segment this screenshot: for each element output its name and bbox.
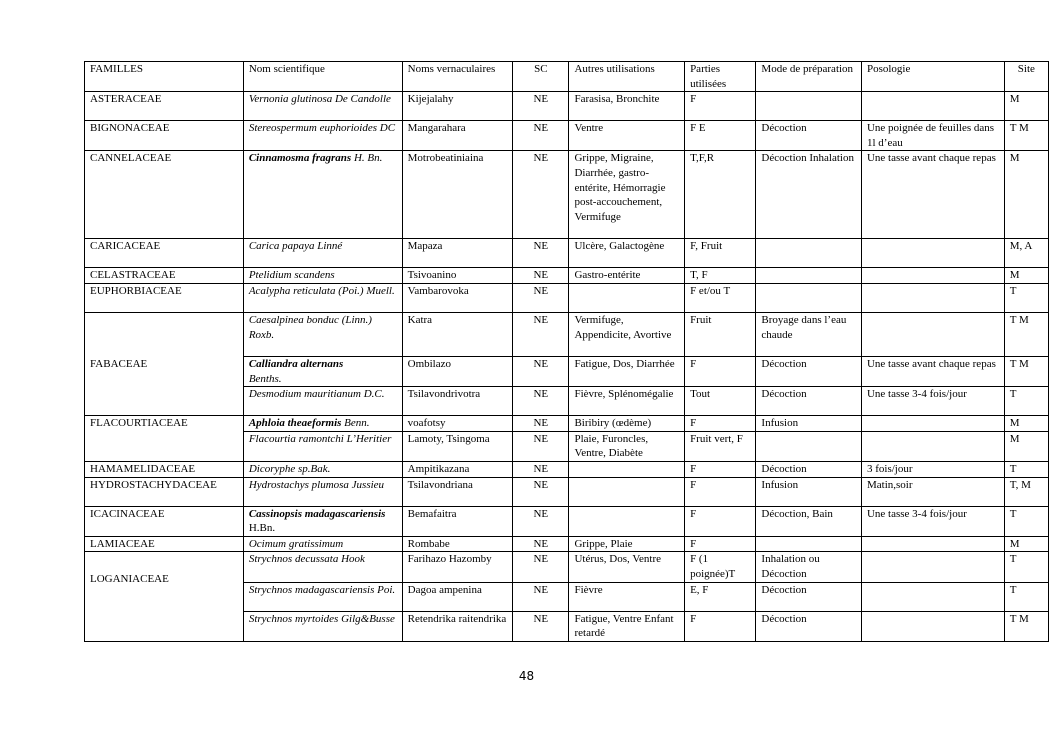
table-row — [85, 283, 1049, 312]
sc-cell: NE — [513, 151, 569, 239]
sc-cell: NE — [513, 506, 569, 536]
header-famille: FAMILLES — [85, 62, 244, 92]
scientific-name-cell: Ptelidium scandens — [243, 268, 402, 284]
other-uses-cell: Grippe, Migraine, Diarrhée, gastro-entérite, Hémorragie post-accouchement, Vermifuge — [569, 151, 685, 239]
posology-cell: Une tasse avant chaque repas — [861, 356, 1004, 386]
other-uses-cell: Ulcère, Galactogène — [569, 239, 685, 268]
vernacular-name-cell: Ampitikazana — [402, 461, 513, 477]
preparation-cell — [756, 283, 862, 312]
site-cell: M — [1004, 536, 1048, 552]
header-nom-scientifique: Nom scientifique — [243, 62, 402, 92]
scientific-name-cell — [243, 416, 402, 432]
vernacular-name-cell: Lamoty, Tsingoma — [402, 431, 513, 461]
preparation-cell — [756, 239, 862, 268]
sc-cell: NE — [513, 582, 569, 611]
vernacular-name-cell: Farihazo Hazomby — [402, 552, 513, 582]
sc-cell: NE — [513, 536, 569, 552]
site-cell: M — [1004, 92, 1048, 121]
table-row — [85, 92, 1049, 121]
scientific-name-cell: Vernonia glutinosa De Candolle — [243, 92, 402, 121]
preparation-cell — [756, 431, 862, 461]
vernacular-name-cell: Retendrika raitendrika — [402, 611, 513, 641]
scientific-name-cell: Caesalpinea bonduc (Linn.) Roxb. — [243, 312, 402, 356]
sc-cell: NE — [513, 461, 569, 477]
site-cell: M — [1004, 151, 1048, 239]
preparation-cell: Infusion — [756, 416, 862, 432]
vernacular-name-cell: Tsilavondrivotra — [402, 387, 513, 416]
posology-cell — [861, 268, 1004, 284]
other-uses-cell: Plaie, Furoncles, Ventre, Diabète — [569, 431, 685, 461]
scientific-name-cell: Strychnos myrtoides Gilg&Busse — [243, 611, 402, 641]
header-mode-preparation: Mode de préparation — [756, 62, 862, 92]
preparation-cell: Décoction — [756, 582, 862, 611]
species-name: Aphloia theaeformis — [248, 417, 342, 430]
preparation-cell: Décoction — [756, 461, 862, 477]
sc-cell: NE — [513, 312, 569, 356]
preparation-cell: Décoction — [756, 387, 862, 416]
other-uses-cell: Gastro-entérite — [569, 268, 685, 284]
sc-cell: NE — [513, 268, 569, 284]
parts-used-cell: F — [685, 416, 756, 432]
other-uses-cell: Biribiry (œdème) — [569, 416, 685, 432]
famille-cell: ICACINACEAE — [85, 506, 244, 536]
sc-cell: NE — [513, 387, 569, 416]
sc-cell: NE — [513, 477, 569, 506]
header-parties-utilisees: Parties utilisées — [685, 62, 756, 92]
preparation-cell: Décoction — [756, 611, 862, 641]
preparation-cell — [756, 92, 862, 121]
parts-used-cell: F — [685, 506, 756, 536]
header-site: Site — [1004, 62, 1048, 92]
scientific-name-cell: Stereospermum euphorioides DC — [243, 121, 402, 151]
other-uses-cell — [569, 506, 685, 536]
parts-used-cell: T, F — [685, 268, 756, 284]
page-number: 48 — [518, 669, 535, 683]
scientific-name-cell — [243, 356, 402, 386]
other-uses-cell: Fatigue, Dos, Diarrhée — [569, 356, 685, 386]
preparation-cell: Décoction, Bain — [756, 506, 862, 536]
vernacular-name-cell: Mapaza — [402, 239, 513, 268]
species-author: H.Bn. — [248, 522, 276, 535]
sc-cell: NE — [513, 92, 569, 121]
sc-cell: NE — [513, 416, 569, 432]
vernacular-name-cell: Kijejalahy — [402, 92, 513, 121]
famille-cell: CELASTRACEAE — [85, 268, 244, 284]
sc-cell: NE — [513, 239, 569, 268]
vernacular-name-cell: voafotsy — [402, 416, 513, 432]
scientific-name-cell: Desmodium mauritianum D.C. — [243, 387, 402, 416]
site-cell: M — [1004, 431, 1048, 461]
vernacular-name-cell: Rombabe — [402, 536, 513, 552]
plant-table — [84, 61, 1049, 642]
posology-cell — [861, 582, 1004, 611]
sc-cell: NE — [513, 431, 569, 461]
header-noms-vernaculaires: Noms vernaculaires — [402, 62, 513, 92]
posology-cell: 3 fois/jour — [861, 461, 1004, 477]
table-row — [85, 506, 1049, 536]
table-row — [85, 121, 1049, 151]
posology-cell — [861, 312, 1004, 356]
site-cell: M — [1004, 416, 1048, 432]
parts-used-cell: F — [685, 461, 756, 477]
famille-cell: EUPHORBIACEAE — [85, 283, 244, 312]
other-uses-cell: Grippe, Plaie — [569, 536, 685, 552]
sc-cell: NE — [513, 552, 569, 582]
parts-used-cell: F — [685, 611, 756, 641]
parts-used-cell: F E — [685, 121, 756, 151]
sc-cell: NE — [513, 356, 569, 386]
famille-cell: HYDROSTACHYDACEAE — [85, 477, 244, 506]
scientific-name-cell — [243, 506, 402, 536]
scientific-name-cell: Acalypha reticulata (Poi.) Muell. — [243, 283, 402, 312]
site-cell: T M — [1004, 356, 1048, 386]
posology-cell — [861, 611, 1004, 641]
site-cell: T — [1004, 506, 1048, 536]
site-cell: T — [1004, 283, 1048, 312]
site-cell: T — [1004, 552, 1048, 582]
scientific-name-cell: Carica papaya Linné — [243, 239, 402, 268]
other-uses-cell: Farasisa, Bronchite — [569, 92, 685, 121]
table-row — [85, 416, 1049, 432]
species-name: Calliandra alternans — [248, 357, 344, 370]
scientific-name-cell: Ocimum gratissimum — [243, 536, 402, 552]
parts-used-cell: F — [685, 92, 756, 121]
famille-cell: CARICACEAE — [85, 239, 244, 268]
famille-cell: LAMIACEAE — [85, 536, 244, 552]
posology-cell: Une tasse avant chaque repas — [861, 151, 1004, 239]
header-posologie: Posologie — [861, 62, 1004, 92]
posology-cell — [861, 552, 1004, 582]
famille-cell: LOGANIACEAE — [85, 552, 244, 641]
sc-cell: NE — [513, 611, 569, 641]
table-row — [85, 239, 1049, 268]
scientific-name-cell: Strychnos decussata Hook — [243, 552, 402, 582]
preparation-cell: Broyage dans l’eau chaude — [756, 312, 862, 356]
header-autres-utilisations: Autres utilisations — [569, 62, 685, 92]
species-author: Benn. — [344, 417, 370, 430]
species-name: Cassinopsis madagascariensis — [248, 507, 386, 520]
site-cell: T — [1004, 582, 1048, 611]
table-header-row — [85, 62, 1049, 92]
parts-used-cell: F (1 poignée)T — [685, 552, 756, 582]
table-row — [85, 268, 1049, 284]
scientific-name-cell: Strychnos madagascariensis Poi. — [243, 582, 402, 611]
famille-cell: CANNELACEAE — [85, 151, 244, 239]
site-cell: M — [1004, 268, 1048, 284]
header-sc: SC — [513, 62, 569, 92]
site-cell: T, M — [1004, 477, 1048, 506]
preparation-cell — [756, 268, 862, 284]
other-uses-cell: Fatigue, Ventre Enfant retardé — [569, 611, 685, 641]
posology-cell — [861, 239, 1004, 268]
parts-used-cell: F — [685, 477, 756, 506]
preparation-cell: Décoction Inhalation — [756, 151, 862, 239]
preparation-cell: Infusion — [756, 477, 862, 506]
vernacular-name-cell: Tsilavondriana — [402, 477, 513, 506]
scientific-name-cell: Dicoryphe sp.Bak. — [243, 461, 402, 477]
parts-used-cell: Fruit vert, F — [685, 431, 756, 461]
preparation-cell: Décoction — [756, 121, 862, 151]
site-cell: M, A — [1004, 239, 1048, 268]
other-uses-cell — [569, 461, 685, 477]
vernacular-name-cell: Tsivoanino — [402, 268, 513, 284]
site-cell: T — [1004, 387, 1048, 416]
preparation-cell: Inhalation ou Décoction — [756, 552, 862, 582]
scientific-name-cell — [243, 151, 402, 239]
parts-used-cell: Fruit — [685, 312, 756, 356]
famille-cell: HAMAMELIDACEAE — [85, 461, 244, 477]
species-author: Benths. — [248, 372, 282, 385]
famille-cell: BIGNONACEAE — [85, 121, 244, 151]
vernacular-name-cell: Dagoa ampenina — [402, 582, 513, 611]
sc-cell: NE — [513, 283, 569, 312]
scientific-name-cell: Flacourtia ramontchi L’Heritier — [243, 431, 402, 461]
parts-used-cell: E, F — [685, 582, 756, 611]
table-row — [85, 477, 1049, 506]
species-author: H. Bn. — [353, 152, 383, 165]
other-uses-cell — [569, 477, 685, 506]
table-row — [85, 536, 1049, 552]
famille-cell: ASTERACEAE — [85, 92, 244, 121]
parts-used-cell: F et/ou T — [685, 283, 756, 312]
table-row — [85, 552, 1049, 582]
parts-used-cell: F — [685, 356, 756, 386]
other-uses-cell: Utérus, Dos, Ventre — [569, 552, 685, 582]
parts-used-cell: T,F,R — [685, 151, 756, 239]
vernacular-name-cell: Motrobeatiniaina — [402, 151, 513, 239]
posology-cell — [861, 416, 1004, 432]
famille-cell: FABACEAE — [85, 312, 244, 415]
table-row — [85, 312, 1049, 356]
table-row — [85, 461, 1049, 477]
other-uses-cell: Fièvre, Splénomégalie — [569, 387, 685, 416]
site-cell: T M — [1004, 121, 1048, 151]
famille-cell: FLACOURTIACEAE — [85, 416, 244, 462]
site-cell: T — [1004, 461, 1048, 477]
sc-cell: NE — [513, 121, 569, 151]
parts-used-cell: F — [685, 536, 756, 552]
other-uses-cell: Ventre — [569, 121, 685, 151]
posology-cell — [861, 431, 1004, 461]
posology-cell — [861, 283, 1004, 312]
preparation-cell: Décoction — [756, 356, 862, 386]
posology-cell — [861, 92, 1004, 121]
vernacular-name-cell: Bemafaitra — [402, 506, 513, 536]
species-name: Cinnamosma fragrans — [248, 152, 352, 165]
parts-used-cell: F, Fruit — [685, 239, 756, 268]
posology-cell — [861, 536, 1004, 552]
table-row — [85, 151, 1049, 239]
other-uses-cell — [569, 283, 685, 312]
preparation-cell — [756, 536, 862, 552]
posology-cell: Matin,soir — [861, 477, 1004, 506]
vernacular-name-cell: Mangarahara — [402, 121, 513, 151]
site-cell: T M — [1004, 611, 1048, 641]
parts-used-cell: Tout — [685, 387, 756, 416]
posology-cell: Une poignée de feuilles dans 1l d’eau — [861, 121, 1004, 151]
other-uses-cell: Fièvre — [569, 582, 685, 611]
other-uses-cell: Vermifuge, Appendicite, Avortive — [569, 312, 685, 356]
vernacular-name-cell: Vambarovoka — [402, 283, 513, 312]
posology-cell: Une tasse 3-4 fois/jour — [861, 387, 1004, 416]
posology-cell: Une tasse 3-4 fois/jour — [861, 506, 1004, 536]
vernacular-name-cell: Katra — [402, 312, 513, 356]
site-cell: T M — [1004, 312, 1048, 356]
vernacular-name-cell: Ombilazo — [402, 356, 513, 386]
scientific-name-cell: Hydrostachys plumosa Jussieu — [243, 477, 402, 506]
